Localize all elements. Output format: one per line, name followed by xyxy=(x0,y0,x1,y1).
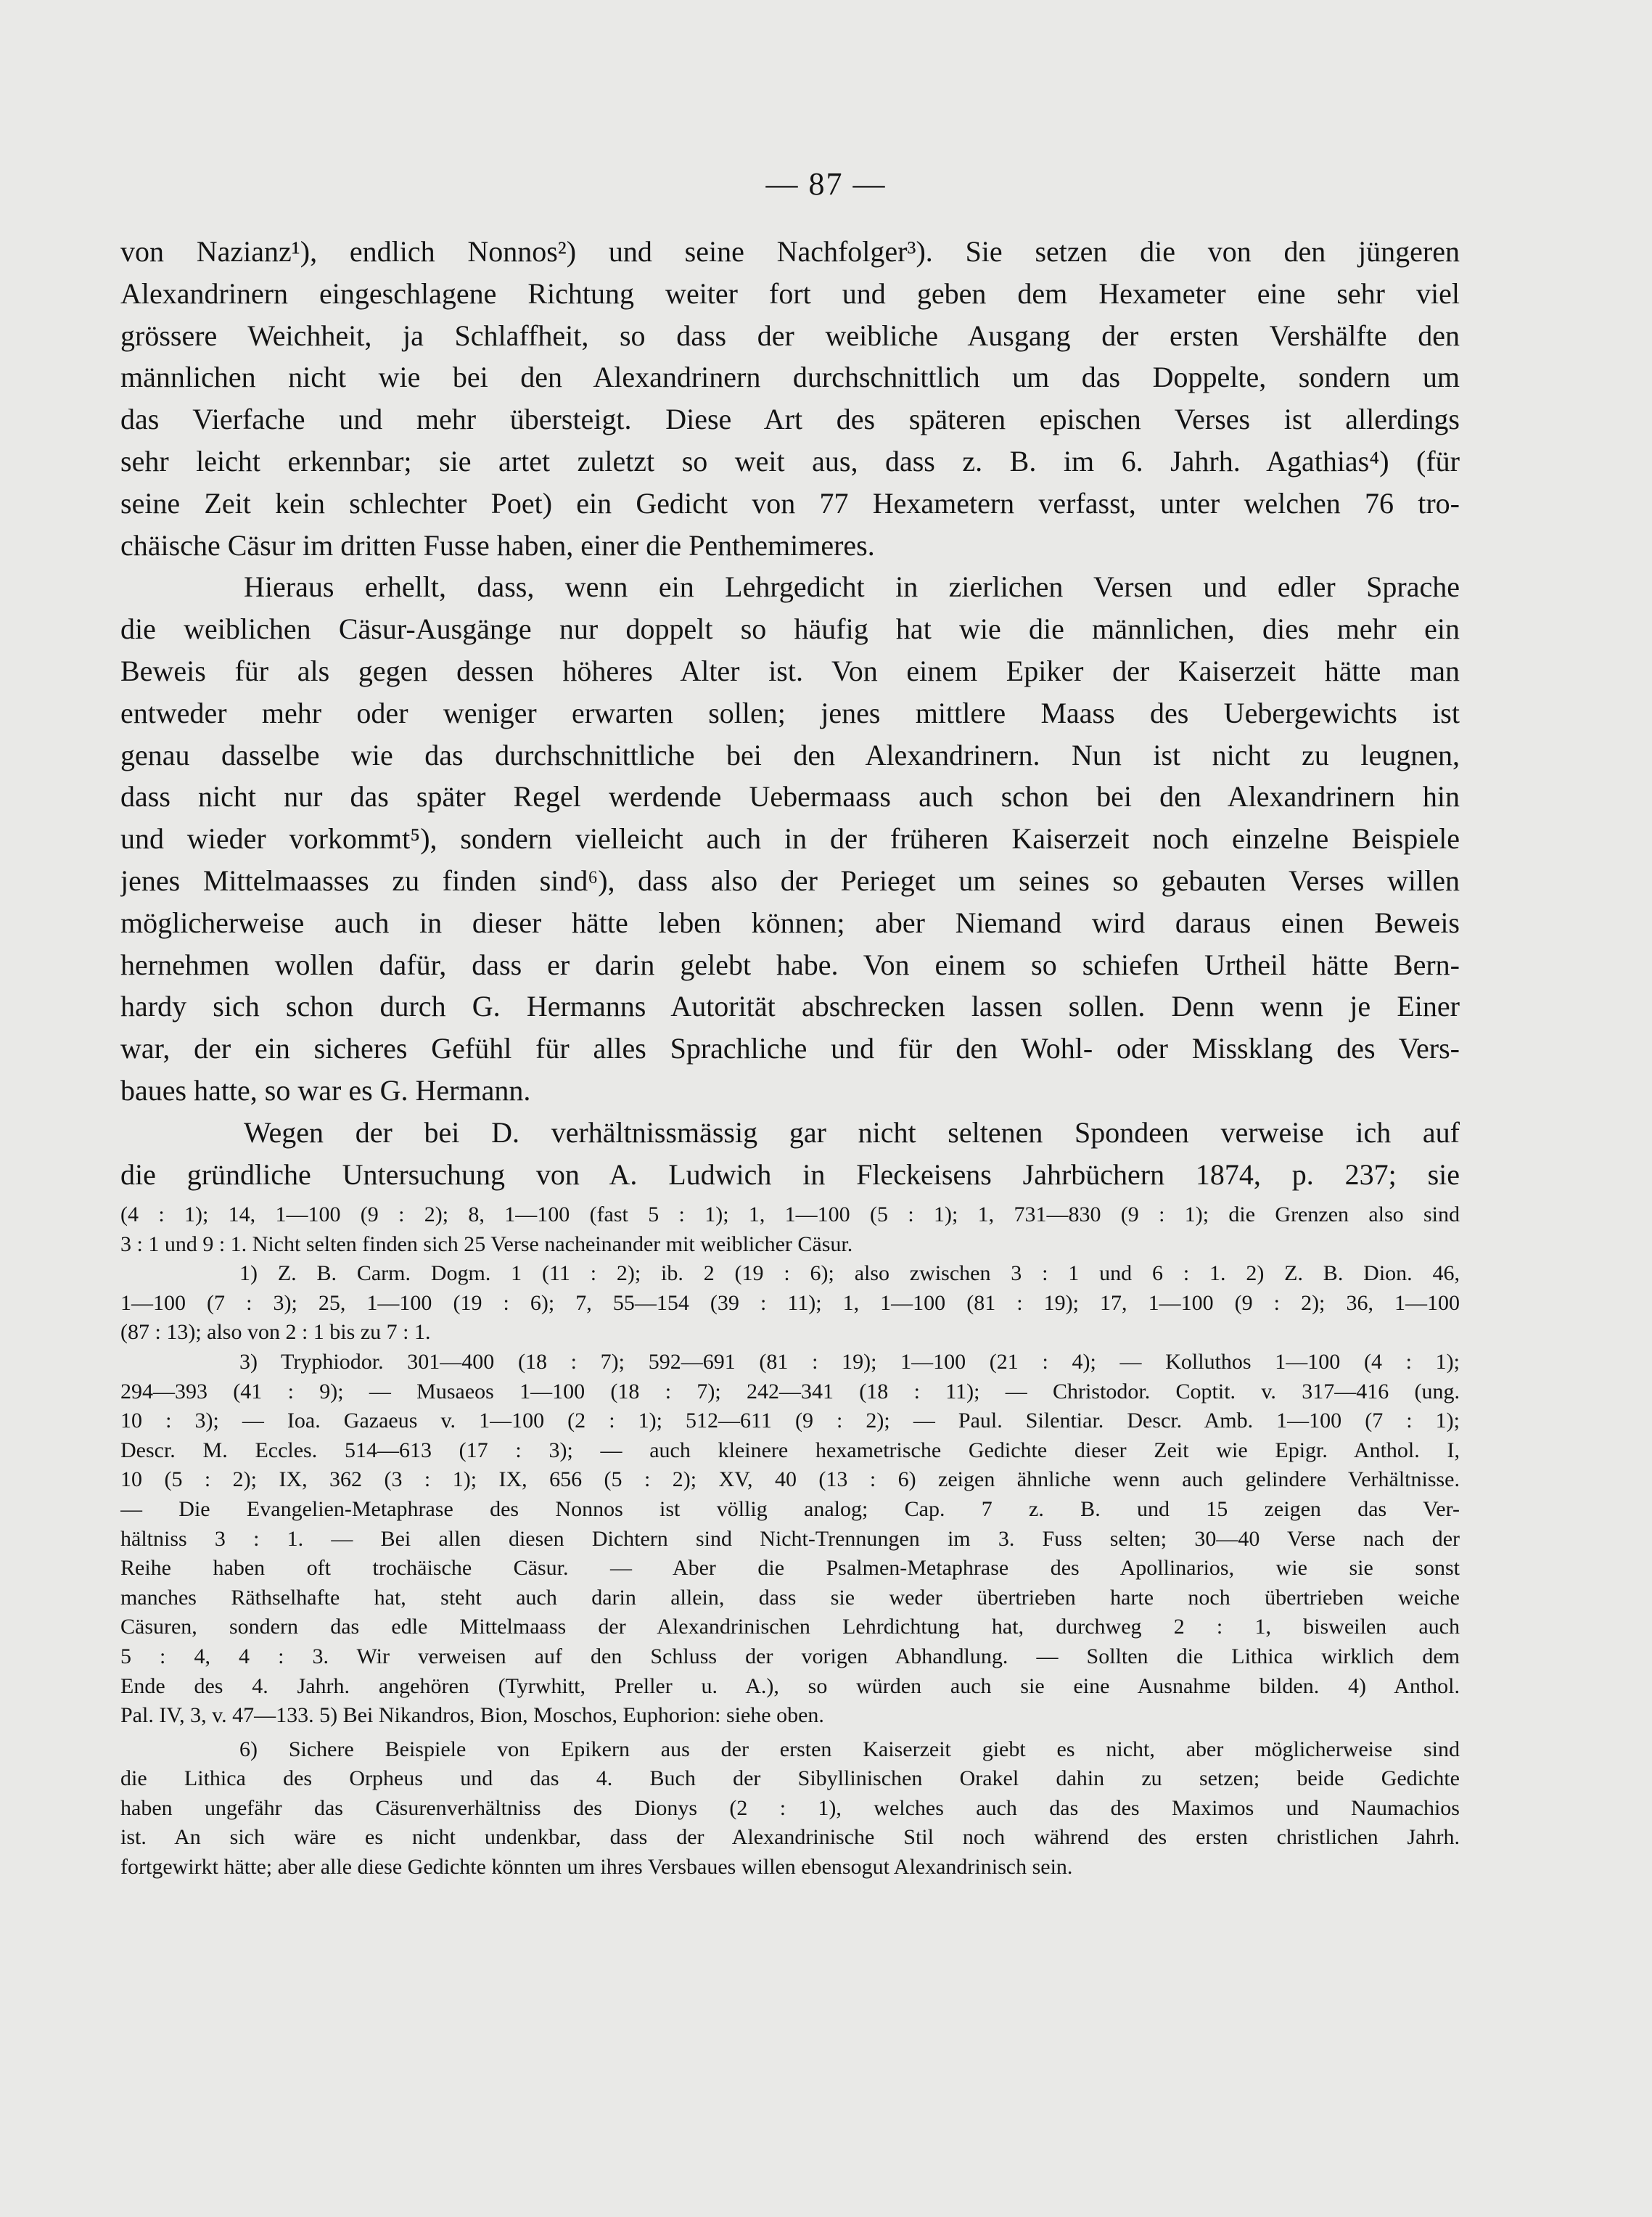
footnote-line: Ende des 4. Jahrh. angehören (Tyrwhitt, Preller u. A.), so würden auch sie eine Ausnahme bilden. 4) Anthol. xyxy=(120,1673,1460,1698)
text-line: genau dasselbe wie das durchschnittliche bei den Alexandrinern. Nun ist nicht zu leugnen, xyxy=(120,738,1460,771)
text-line: dass nicht nur das später Regel werdende Uebermaass auch schon bei den Alexandrinern hin xyxy=(120,780,1460,814)
text-line: chäische Cäsur im dritten Fusse haben, einer die Penthemimeres. xyxy=(120,528,875,562)
text-line: Beweis für als gegen dessen höheres Alter ist. Von einem Epiker der Kaiserzeit hätte man xyxy=(120,654,1460,687)
footnote-line: 5 : 4, 4 : 3. Wir verweisen auf den Schluss der vorigen Abhandlung. — Sollten die Lithica wirklich dem xyxy=(120,1644,1460,1668)
text-line: entweder mehr oder weniger erwarten sollen; jenes mittlere Maass des Uebergewichts ist xyxy=(120,696,1460,729)
text-line: die gründliche Untersuchung von A. Ludwich in Fleckeisens Jahrbüchern 1874, p. 237; sie xyxy=(120,1157,1460,1191)
footnote-line: 3 : 1 und 9 : 1. Nicht selten finden sich 25 Verse nacheinander mit weiblicher Cäsur. xyxy=(120,1232,853,1256)
footnote-line: 3) Tryphiodor. 301—400 (18 : 7); 592—691 (81 : 19); 1—100 (21 : 4); — Kolluthos 1—100 (4 : 1); xyxy=(239,1349,1460,1374)
text-line: grössere Weichheit, ja Schlaffheit, so dass der weibliche Ausgang der ersten Vershälfte den xyxy=(120,319,1460,352)
page-number: — 87 — xyxy=(765,166,887,202)
text-line: hardy sich schon durch G. Hermanns Autorität abschrecken lassen sollen. Denn wenn je Einer xyxy=(120,990,1460,1023)
footnote-line: haben ungefähr das Cäsurenverhältniss des Dionys (2 : 1), welches auch das des Maximos und Naumachios xyxy=(120,1795,1460,1820)
text-line: Hieraus erhellt, dass, wenn ein Lehrgedicht in zierlichen Versen und edler Sprache xyxy=(244,570,1460,604)
text-line: möglicherweise auch in dieser hätte leben können; aber Niemand wird daraus einen Beweis xyxy=(120,906,1460,939)
footnote-line: 1—100 (7 : 3); 25, 1—100 (19 : 6); 7, 55—154 (39 : 11); 1, 1—100 (81 : 19); 17, 1—100 (9 : 2); 36, 1—100 xyxy=(120,1290,1460,1315)
footnote-line: 1) Z. B. Carm. Dogm. 1 (11 : 2); ib. 2 (19 : 6); also zwischen 3 : 1 und 6 : 1. 2) Z. B. Dion. 46, xyxy=(239,1261,1460,1286)
text-line: jenes Mittelmaasses zu finden sind⁶), dass also der Perieget um seines so gebauten Verses willen xyxy=(120,864,1460,897)
text-line: sehr leicht erkennbar; sie artet zuletzt so weit aus, dass z. B. im 6. Jahrh. Agathias⁴) (für xyxy=(120,444,1460,478)
footnote-line: Cäsuren, sondern das edle Mittelmaass der Alexandrinischen Lehrdichtung hat, durchweg 2 : 1, bisweilen auch xyxy=(120,1615,1460,1639)
text-line: baues hatte, so war es G. Hermann. xyxy=(120,1073,531,1107)
footnote-line: 6) Sichere Beispiele von Epikern aus der ersten Kaiserzeit giebt es nicht, aber möglicherweise sind xyxy=(239,1737,1460,1761)
footnote-line: 10 : 3); — Ioa. Gazaeus v. 1—100 (2 : 1); 512—611 (9 : 2); — Paul. Silentiar. Descr. Amb. 1—100 (7 : 1); xyxy=(120,1409,1460,1433)
text-line: von Nazianz¹), endlich Nonnos²) und seine Nachfolger³). Sie setzen die von den jüngeren xyxy=(120,235,1460,268)
text-line: hernehmen wollen dafür, dass er darin gelebt habe. Von einem so schiefen Urtheil hätte Bern- xyxy=(120,948,1460,981)
text-line: war, der ein sicheres Gefühl für alles Sprachliche und für den Wohl- oder Missklang des Vers- xyxy=(120,1032,1460,1065)
footnote-line: die Lithica des Orpheus und das 4. Buch der Sibyllinischen Orakel dahin zu setzen; beide Gedichte xyxy=(120,1766,1460,1791)
footnote-line: (87 : 13); also von 2 : 1 bis zu 7 : 1. xyxy=(120,1320,431,1345)
footnotes xyxy=(120,1200,1460,1882)
text-line: Wegen der bei D. verhältnissmässig gar nicht seltenen Spondeen verweise ich auf xyxy=(244,1115,1460,1149)
footnote-line: — Die Evangelien-Metaphrase des Nonnos ist völlig analog; Cap. 7 z. B. und 15 zeigen das Ver- xyxy=(120,1496,1460,1521)
footnote-line: hältniss 3 : 1. — Bei allen diesen Dichtern sind Nicht-Trennungen im 3. Fuss selten; 30—40 Verse nach der xyxy=(120,1526,1460,1551)
text-line: die weiblichen Cäsur-Ausgänge nur doppelt so häufig hat wie die männlichen, dies mehr ein xyxy=(120,612,1460,646)
text-line: männlichen nicht wie bei den Alexandrinern durchschnittlich um das Doppelte, sondern um xyxy=(120,361,1460,394)
footnote-line: (4 : 1); 14, 1—100 (9 : 2); 8, 1—100 (fast 5 : 1); 1, 1—100 (5 : 1); 1, 731—830 (9 : 1); die Grenzen also sind xyxy=(120,1202,1460,1226)
footnote-line: manches Räthselhafte hat, steht auch darin allein, dass sie weder übertrieben harte noch übertrieben weiche xyxy=(120,1585,1460,1610)
main-text xyxy=(120,231,1460,1195)
footnote-line: 10 (5 : 2); IX, 362 (3 : 1); IX, 656 (5 : 2); XV, 40 (13 : 6) zeigen ähnliche wenn auch gelindere Verhältnisse. xyxy=(120,1467,1460,1492)
footnote-line: fortgewirkt hätte; aber alle diese Gedichte könnten um ihres Versbaues willen ebensogut Alexandrinisch sein. xyxy=(120,1855,1073,1880)
footnote-line: Pal. IV, 3, v. 47—133. 5) Bei Nikandros, Bion, Moschos, Euphorion: siehe oben. xyxy=(120,1703,824,1728)
text-line: Alexandrinern eingeschlagene Richtung weiter fort und geben dem Hexameter eine sehr viel xyxy=(120,276,1460,310)
text-line: das Vierfache und mehr übersteigt. Diese Art des späteren epischen Verses ist allerdings xyxy=(120,403,1460,436)
text-line: seine Zeit kein schlechter Poet) ein Gedicht von 77 Hexametern verfasst, unter welchen 76 tro- xyxy=(120,486,1460,520)
text-line: und wieder vorkommt⁵), sondern vielleicht auch in der früheren Kaiserzeit noch einzelne Beispiele xyxy=(120,822,1460,856)
footnote-line: 294—393 (41 : 9); — Musaeos 1—100 (18 : 7); 242—341 (18 : 11); — Christodor. Coptit. v. 317—416 (ung. xyxy=(120,1379,1460,1403)
footnote-line: ist. An sich wäre es nicht undenkbar, dass der Alexandrinische Stil noch während des ersten christlichen Jahrh. xyxy=(120,1825,1460,1850)
footnote-line: Descr. M. Eccles. 514—613 (17 : 3); — auch kleinere hexametrische Gedichte dieser Zeit wie Epigr. Anthol. I, xyxy=(120,1438,1460,1462)
footnote-line: Reihe haben oft trochäische Cäsur. — Aber die Psalmen-Metaphrase des Apollinarios, wie sie sonst xyxy=(120,1556,1460,1581)
